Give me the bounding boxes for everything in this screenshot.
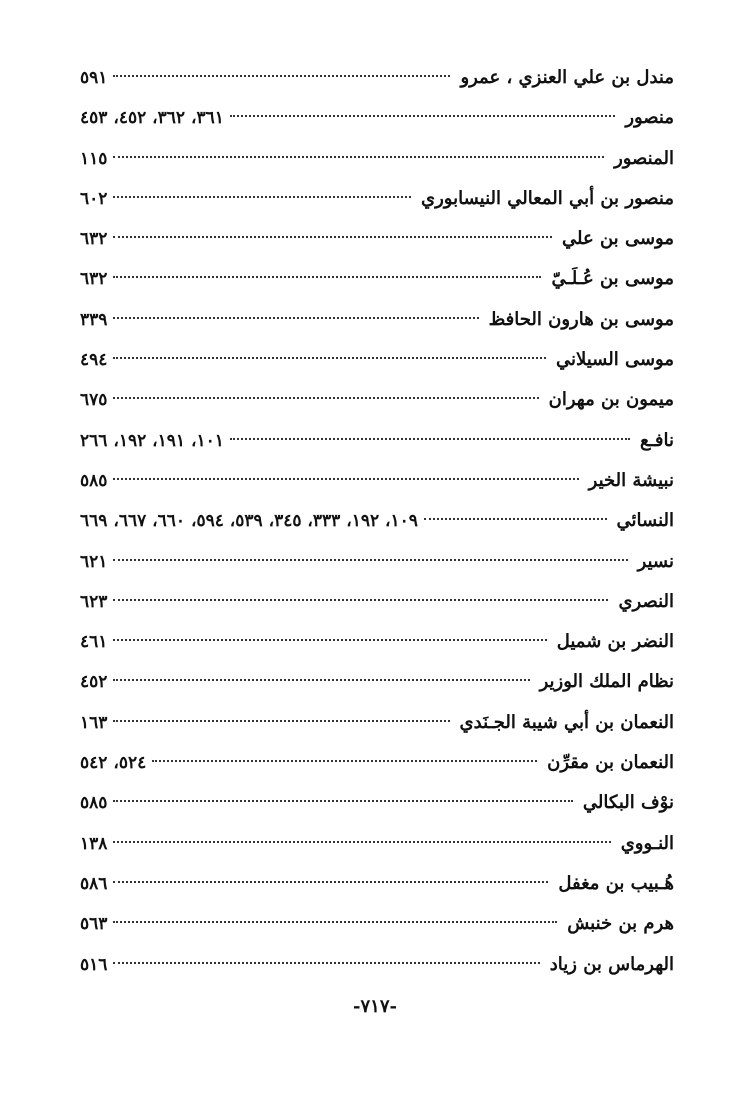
dot-leader [113, 156, 604, 158]
entry-page-refs: ١٠٩، ١٩٢، ٣٣٣، ٣٤٥، ٥٣٩، ٥٩٤، ٦٦٠، ٦٦٧، ٦٦٩ [80, 511, 418, 532]
entry-name: النضر بن شميل [556, 631, 674, 653]
index-entry [80, 945, 674, 985]
index-entry [80, 824, 674, 864]
index-entry [80, 501, 674, 541]
entry-name: النعمان بن مقرِّن [547, 752, 674, 774]
dot-leader [113, 962, 539, 964]
index-entry [80, 622, 674, 662]
entry-page-refs: ٤٥٢ [80, 672, 108, 693]
entry-page-refs: ٦٣٢ [80, 229, 108, 250]
entry-name: نسير [637, 550, 674, 572]
index-entry [80, 219, 674, 259]
entry-name: النسائي [616, 510, 674, 532]
index-entry-list [80, 58, 674, 985]
dot-leader [113, 236, 552, 238]
entry-page-refs: ٦٣٢ [80, 269, 108, 290]
index-entry [80, 179, 674, 219]
entry-page-refs: ٦٧٥ [80, 390, 108, 411]
entry-name: هرم بن خنبش [567, 913, 674, 935]
entry-name: مندل بن علي العنزي ، عمرو [460, 67, 674, 88]
entry-page-refs: ٦٢٣ [80, 591, 108, 612]
dot-leader [113, 921, 557, 923]
entry-name: الهرماس بن زياد [549, 953, 674, 975]
dot-leader [113, 679, 529, 681]
entry-page-refs: ٥٢٤، ٥٤٢ [80, 753, 147, 774]
entry-page-refs: ١٦٣ [80, 712, 108, 733]
index-entry [80, 380, 674, 420]
dot-leader [113, 720, 449, 722]
entry-name: موسى بن عُـلَـيّ [551, 268, 674, 290]
entry-name: النصري [618, 590, 674, 612]
entry-page-refs: ١٠١، ١٩١، ١٩٢، ٢٦٦ [80, 430, 224, 451]
entry-name: موسى السيلاني [555, 349, 674, 371]
dot-leader [113, 599, 608, 601]
index-entry [80, 300, 674, 340]
entry-name: منصور بن أبي المعالي النيسابوري [421, 187, 674, 209]
dot-leader [113, 841, 610, 843]
entry-page-refs: ٥٩١ [80, 68, 108, 88]
entry-name: النـووي [620, 832, 674, 854]
index-entry [80, 58, 674, 98]
index-entry [80, 98, 674, 138]
entry-name: النعمان بن أبي شيبة الجـنَدي [459, 711, 674, 733]
dot-leader [113, 196, 411, 198]
dot-leader [424, 518, 607, 520]
entry-page-refs: ٥١٦ [80, 954, 108, 975]
index-entry [80, 542, 674, 582]
dot-leader [113, 397, 538, 399]
page-number: -٧١٧- [353, 996, 397, 1017]
index-entry [80, 259, 674, 299]
entry-page-refs: ٦٠٢ [80, 188, 108, 209]
index-entry [80, 461, 674, 501]
entry-name: نافـع [640, 429, 674, 451]
entry-name: نوْف البكالي [582, 792, 674, 814]
index-entry [80, 743, 674, 783]
entry-name: منصور [625, 107, 674, 129]
entry-name: موسى بن هارون الحافظ [488, 308, 674, 330]
entry-page-refs: ٣٦١، ٣٦٢، ٤٥٢، ٤٥٣ [80, 108, 224, 129]
index-entry [80, 139, 674, 179]
dot-leader [113, 357, 546, 359]
dot-leader [113, 800, 573, 802]
entry-page-refs: ٥٨٦ [80, 873, 108, 894]
dot-leader [152, 760, 537, 762]
entry-page-refs: ٥٦٣ [80, 914, 108, 935]
index-entry [80, 582, 674, 622]
entry-page-refs: ٣٣٩ [80, 309, 108, 330]
entry-name: نظام الملك الوزير [539, 671, 674, 693]
dot-leader [113, 881, 548, 883]
entry-page-refs: ١٣٨ [80, 833, 108, 854]
dot-leader [113, 478, 578, 480]
entry-page-refs: ٤٩٤ [80, 350, 108, 371]
entry-page-refs: ٥٨٥ [80, 793, 108, 814]
dot-leader [113, 75, 450, 77]
index-entry [80, 904, 674, 944]
entry-page-refs: ٥٨٥ [80, 470, 108, 491]
entry-name: نبيشة الخير [588, 469, 674, 491]
entry-page-refs: ١١٥ [80, 148, 108, 169]
entry-page-refs: ٤٦١ [80, 632, 108, 653]
index-entry [80, 340, 674, 380]
dot-leader [113, 276, 541, 278]
dot-leader [230, 438, 630, 440]
index-entry [80, 662, 674, 702]
index-entry [80, 783, 674, 823]
dot-leader [113, 559, 627, 561]
index-entry [80, 703, 674, 743]
dot-leader [113, 639, 546, 641]
entry-name: هُـبيب بن مغفل [558, 872, 674, 894]
index-entry [80, 421, 674, 461]
entry-name: ميمون بن مهران [548, 389, 674, 411]
dot-leader [113, 317, 478, 319]
entry-page-refs: ٦٢١ [80, 551, 108, 572]
dot-leader [230, 115, 615, 117]
entry-name: المنصور [614, 147, 674, 169]
index-entry [80, 864, 674, 904]
entry-name: موسى بن علي [562, 228, 674, 250]
